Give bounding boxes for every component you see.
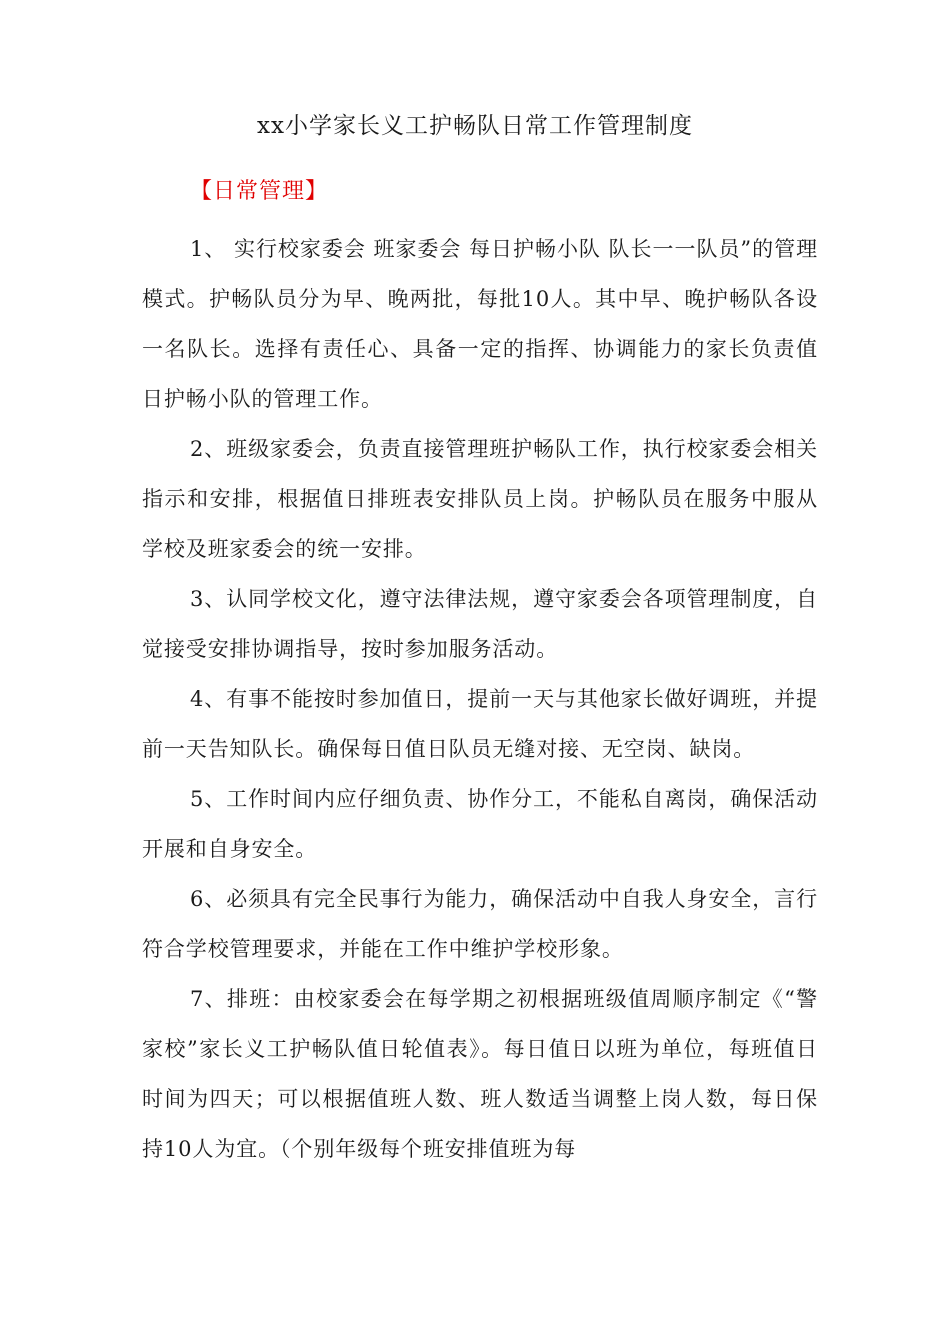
paragraph-2: 2、班级家委会，负责直接管理班护畅队工作，执行校家委会相关指示和安排，根据值日排班表安排队员上岗。护畅队员在服务中服从学校及班家委会的统一安排。 [142,437,818,561]
paragraph-1: 1、 实行校家委会 班家委会 每日护畅小队 队长一一队员”的管理模式。护畅队员分为早、晚两批，每批10人。其中早、晚护畅队各设一名队长。选择有责任心、具备一定的指挥、协调能力的家长负责值日护畅小队的管理工作。 [142,237,818,411]
document-title: xx小学家长义工护畅队日常工作管理制度 [257,113,693,139]
paragraph-4: 4、有事不能按时参加值日，提前一天与其他家长做好调班，并提前一天告知队长。确保每日值日队员无缝对接、无空岗、缺岗。 [142,687,818,761]
document-body [142,224,818,1174]
paragraph-3: 3、认同学校文化，遵守法律法规，遵守家委会各项管理制度，自觉接受安排协调指导，按时参加服务活动。 [142,587,818,661]
paragraph-6: 6、必须具有完全民事行为能力，确保活动中自我人身安全，言行符合学校管理要求，并能在工作中维护学校形象。 [142,887,818,961]
paragraph-5: 5、工作时间内应仔细负责、协作分工，不能私自离岗，确保活动开展和自身安全。 [142,787,818,861]
section-heading-daily-management: 【日常管理】 [190,179,329,204]
paragraph-7: 7、排班：由校家委会在每学期之初根据班级值周顺序制定《“警家校”家长义工护畅队值日轮值表》。每日值日以班为单位，每班值日时间为四天；可以根据值班人数、班人数适当调整上岗人数，每日保持10人为宜。（个别年级每个班安排值班为每 [142,987,818,1161]
